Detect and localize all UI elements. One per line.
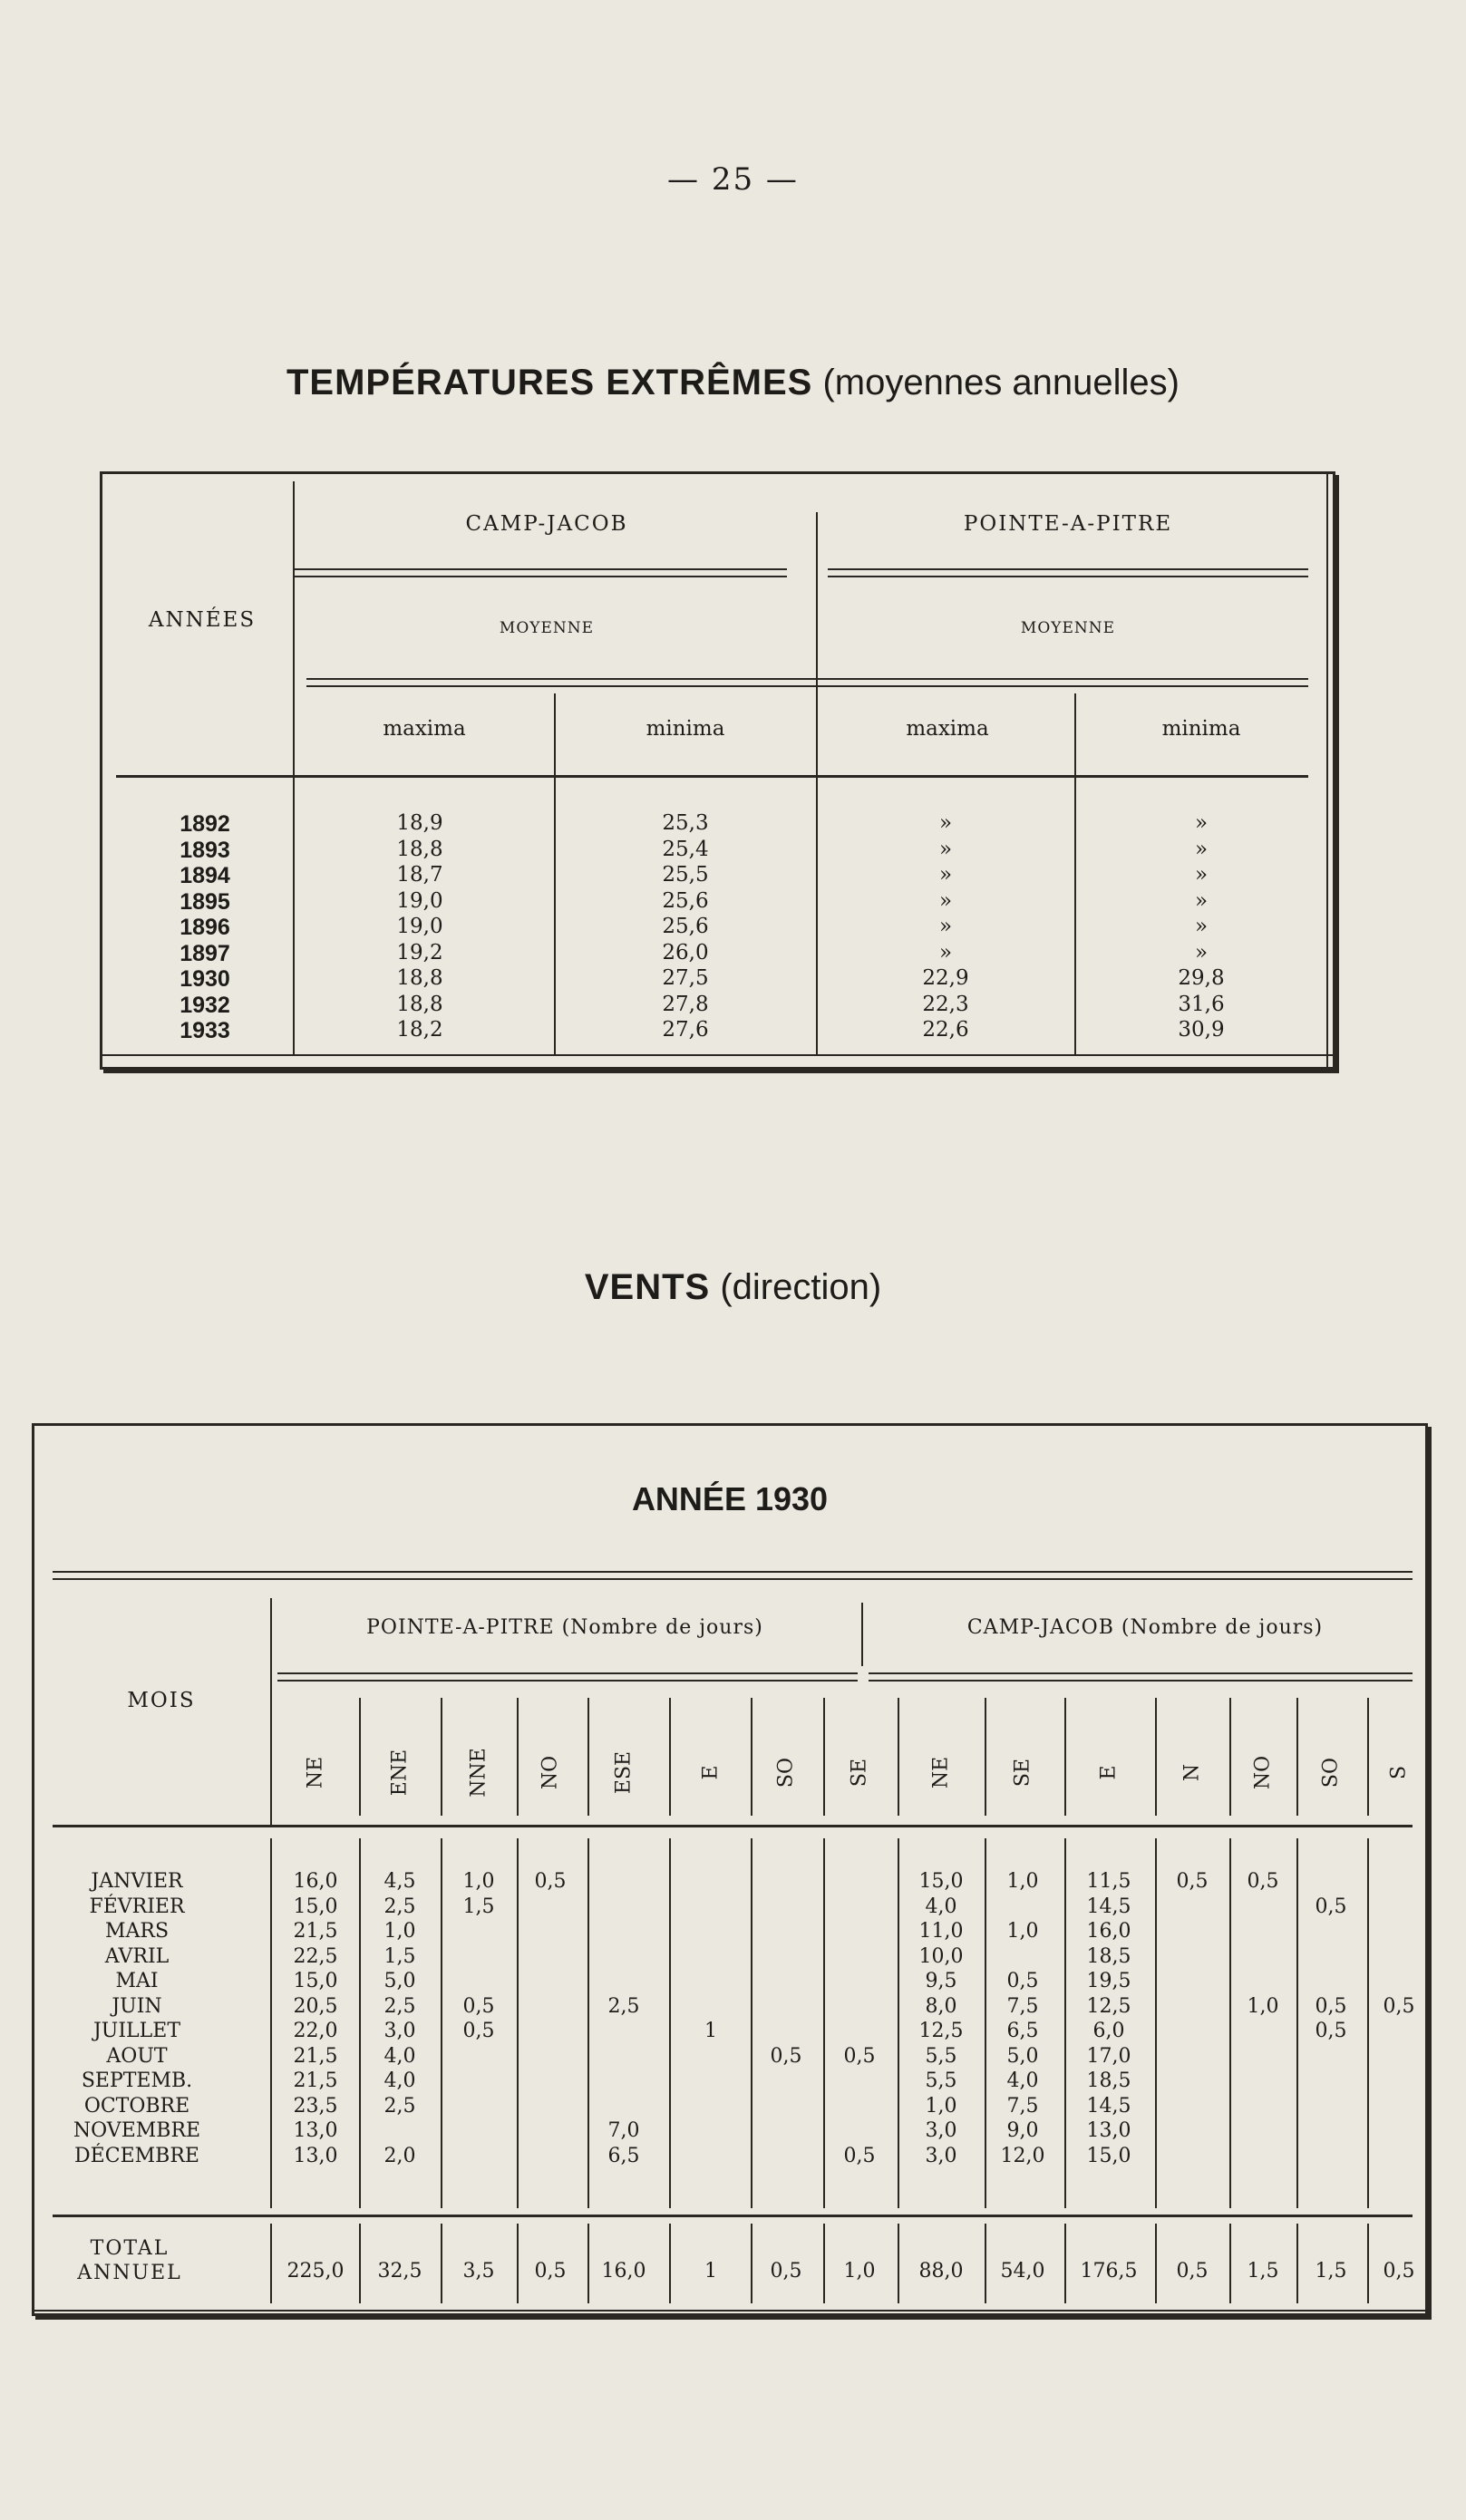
divider [587,1838,589,2208]
divider [517,1698,519,1816]
wind-value: 1,0 [1006,1870,1039,1893]
divider [293,481,295,794]
mois-label: MOIS [127,1689,196,1712]
total-value: 32,5 [377,2260,422,2283]
wind-value: 5,0 [1006,2044,1039,2068]
wind-value: 0,5 [1006,1970,1039,1992]
value-cell: » [1194,888,1209,913]
wind-value: 1,0 [925,2094,957,2118]
value-cell: 25,5 [662,863,709,887]
wind-value: 0,5 [1315,2020,1347,2042]
divider [554,693,556,1056]
value-cell: 26,0 [662,940,709,964]
divider [293,793,295,1056]
vents-title [0,1267,1466,1308]
year-cell: 1932 [180,992,230,1018]
total-value: 0,5 [534,2260,567,2283]
wind-value: 10,0 [918,1944,964,1968]
divider [306,678,1308,680]
value-cell: 25,3 [662,811,709,835]
wind-value: 7,5 [1006,2094,1039,2118]
value-cell: 29,8 [1178,966,1225,990]
moyenne-label: MOYENNE [499,619,595,637]
value-cell: 18,2 [396,1018,443,1042]
wind-value: 1,5 [462,1895,495,1918]
value-cell: 25,6 [662,888,709,913]
wind-value: 3,0 [383,2020,416,2042]
divider [1296,1838,1298,2208]
divider [669,1698,671,1816]
wind-value: 11,0 [918,1920,964,1943]
divider [1229,1838,1231,2208]
temperatures-title [0,363,1466,403]
wind-value: 0,5 [534,1870,567,1893]
wind-value: 12,0 [1000,2144,1045,2167]
divider [898,2224,899,2303]
wind-value: 12,5 [1086,1994,1131,2018]
divider [823,2224,825,2303]
divider [828,568,1308,570]
wind-value: 16,0 [1086,1920,1131,1943]
wind-value: 13,0 [293,2119,338,2142]
divider [517,1838,519,2208]
station-header-camp-jacob: CAMP-JACOB (Nombre de jours) [966,1616,1324,1639]
vents-title-rest: (direction) [710,1267,882,1307]
divider [861,1603,863,1666]
wind-value: 15,0 [918,1870,964,1893]
value-cell: 19,0 [396,888,443,913]
wind-value: 1,5 [383,1944,416,1968]
value-cell: 18,9 [396,811,443,835]
total-value: 1,0 [843,2260,876,2283]
year-title: ANNÉE 1930 [631,1480,829,1517]
divider [985,1838,986,2208]
total-value: 54,0 [1000,2260,1045,2283]
vents-title-caps: VENTS [584,1267,711,1307]
divider [53,2215,1413,2217]
wind-value: 6,0 [1092,2020,1125,2042]
value-cell: 19,2 [396,940,443,964]
value-cell: 22,3 [922,992,969,1016]
total-value: 1,5 [1247,2260,1279,2283]
total-value: 0,5 [1383,2260,1415,2283]
station-pointe-a-pitre: POINTE-A-PITRE [963,512,1173,536]
value-cell: » [938,863,953,887]
value-cell: » [938,837,953,861]
divider [985,1698,986,1816]
direction-header: E [699,1765,723,1780]
wind-value: 1,0 [383,1920,416,1943]
wind-value: 2,5 [383,1895,416,1918]
divider [869,1672,1413,1674]
direction-header: S [1387,1765,1411,1780]
value-cell: » [938,811,953,835]
wind-value: 23,5 [293,2094,338,2118]
wind-value: 12,5 [918,2020,964,2042]
wind-value: 1,0 [1006,1920,1039,1943]
value-cell: 18,7 [396,863,443,887]
month-label: FÉVRIER [89,1895,185,1918]
wind-value: 4,0 [383,2069,416,2092]
value-cell: 22,9 [922,966,969,990]
value-cell: » [938,915,953,938]
divider [823,1838,825,2208]
annees-label: ANNÉES [148,608,257,632]
wind-value: 9,5 [925,1970,957,1992]
page-number: — 25 — [667,161,799,198]
month-label: SEPTEMB. [81,2069,193,2092]
wind-value: 4,5 [383,1870,416,1893]
divider [1155,1838,1157,2208]
total-value: 3,5 [462,2260,495,2283]
direction-header: NO [539,1755,562,1790]
divider [828,576,1308,577]
divider [1367,1838,1369,2208]
year-cell: 1933 [180,1018,230,1043]
value-cell: 25,4 [662,837,709,861]
month-label: JUIN [112,1994,162,2018]
month-label: JANVIER [91,1870,183,1893]
divider [359,2224,361,2303]
wind-value: 0,5 [462,1994,495,2018]
wind-value: 21,5 [293,2044,338,2068]
wind-value: 11,5 [1086,1870,1131,1893]
direction-header: N [1180,1763,1204,1782]
month-label: MARS [104,1920,170,1943]
wind-value: 4,0 [925,1895,957,1918]
total-value: 88,0 [918,2260,964,2283]
year-cell: 1893 [180,837,230,863]
month-label: MAI [115,1970,159,1992]
value-cell: » [1194,940,1209,964]
wind-value: 3,0 [925,2119,957,2142]
divider [359,1838,361,2208]
divider [669,2224,671,2303]
divider [270,2224,272,2303]
wind-value: 2,5 [383,2094,416,2118]
divider [816,512,818,712]
divider [669,1838,671,2208]
direction-header: SO [1319,1757,1343,1788]
divider [270,1838,272,2208]
divider [751,1698,752,1816]
year-cell: 1896 [180,915,230,940]
divider [1155,2224,1157,2303]
direction-header: E [1097,1765,1121,1780]
sub-header-minima: minima [1161,717,1241,741]
wind-value: 22,0 [293,2020,338,2042]
divider [102,1054,1335,1056]
divider [751,1838,752,2208]
divider [53,1578,1413,1580]
wind-value: 13,0 [293,2144,338,2167]
total-value: 1 [704,2260,717,2283]
value-cell: » [1194,863,1209,887]
value-cell: 19,0 [396,915,443,938]
year-cell: 1930 [180,966,230,992]
wind-value: 4,0 [1006,2069,1039,2092]
vents-table [32,1423,1428,2316]
wind-value: 2,5 [383,1994,416,2018]
wind-value: 1,0 [462,1870,495,1893]
value-cell: 27,5 [662,966,709,990]
wind-value: 7,0 [607,2119,640,2142]
divider [1296,1698,1298,1816]
wind-value: 2,0 [383,2144,416,2167]
value-cell: » [1194,811,1209,835]
wind-value: 3,0 [925,2144,957,2167]
wind-value: 2,5 [607,1994,640,2018]
wind-value: 19,5 [1086,1970,1131,1992]
wind-value: 22,5 [293,1944,338,1968]
divider [1296,2224,1298,2303]
divider [441,2224,442,2303]
temperatures-title-caps: TEMPÉRATURES EXTRÊMES [286,363,813,402]
direction-header: NE [929,1756,953,1789]
month-label: AVRIL [104,1944,170,1968]
sub-header-maxima: maxima [383,717,466,741]
wind-value: 5,5 [925,2069,957,2092]
wind-value: 0,5 [1176,1870,1209,1893]
month-label: JUILLET [92,2020,180,2042]
wind-value: 9,0 [1006,2119,1039,2142]
value-cell: 22,6 [922,1018,969,1042]
value-cell: » [1194,837,1209,861]
divider [1074,693,1076,1056]
value-cell: 27,6 [662,1018,709,1042]
sub-header-minima: minima [646,717,725,741]
month-label: NOVEMBRE [73,2119,201,2142]
wind-value: 14,5 [1086,1895,1131,1918]
direction-header: NE [304,1756,327,1789]
total-value: 16,0 [601,2260,646,2283]
month-label: AOUT [106,2044,168,2068]
moyenne-label: MOYENNE [1020,619,1116,637]
wind-value: 6,5 [607,2144,640,2167]
wind-value: 1 [704,2020,717,2042]
year-cell: 1897 [180,940,230,966]
wind-value: 1,0 [1247,1994,1279,2018]
wind-value: 20,5 [293,1994,338,2018]
wind-value: 15,0 [293,1970,338,1992]
wind-value: 21,5 [293,1920,338,1943]
direction-header: SE [848,1758,871,1788]
divider [306,685,1308,687]
wind-value: 0,5 [843,2144,876,2167]
total-label: TOTAL [90,2237,170,2260]
value-cell: 30,9 [1178,1018,1225,1042]
divider [1064,1838,1066,2208]
year-cell: 1892 [180,811,230,837]
divider [985,2224,986,2303]
divider [816,693,818,1056]
value-cell: 25,6 [662,915,709,938]
wind-value: 13,0 [1086,2119,1131,2142]
value-cell: » [938,888,953,913]
wind-value: 0,5 [462,2020,495,2042]
wind-value: 0,5 [1315,1994,1347,2018]
wind-value: 0,5 [1315,1895,1347,1918]
direction-header: SO [774,1757,798,1788]
temperatures-title-rest: (moyennes annuelles) [812,363,1180,402]
divider [898,1698,899,1816]
total-value: 176,5 [1080,2260,1138,2283]
divider [53,1825,1413,1827]
total-value: 1,5 [1315,2260,1347,2283]
direction-header: ENE [388,1749,412,1797]
station-camp-jacob: CAMP-JACOB [465,512,628,536]
wind-value: 0,5 [1383,1994,1415,2018]
wind-value: 18,5 [1086,2069,1131,2092]
wind-value: 18,5 [1086,1944,1131,1968]
wind-value: 6,5 [1006,2020,1039,2042]
total-value: 0,5 [1176,2260,1209,2283]
direction-header: SE [1011,1758,1034,1788]
divider [277,1672,858,1674]
annuel-label: ANNUEL [77,2262,182,2284]
sub-header-maxima: maxima [906,717,989,741]
divider [751,2224,752,2303]
wind-value: 16,0 [293,1870,338,1893]
month-label: OCTOBRE [83,2094,190,2118]
divider [116,775,1308,778]
divider [1155,1698,1157,1816]
temperatures-table [100,471,1335,1070]
direction-header: ESE [612,1750,636,1795]
divider [277,1680,858,1682]
divider [823,1698,825,1816]
divider [34,2310,1431,2312]
wind-value: 8,0 [925,1994,957,2018]
year-cell: 1894 [180,863,230,888]
wind-value: 5,0 [383,1970,416,1992]
wind-value: 17,0 [1086,2044,1131,2068]
divider [587,2224,589,2303]
year-cell: 1895 [180,888,230,915]
wind-value: 21,5 [293,2069,338,2092]
divider [295,568,787,570]
value-cell: » [1194,915,1209,938]
wind-value: 14,5 [1086,2094,1131,2118]
wind-value: 15,0 [293,1895,338,1918]
value-cell: 31,6 [1178,992,1225,1016]
wind-value: 0,5 [843,2044,876,2068]
divider [441,1838,442,2208]
divider [1064,2224,1066,2303]
station-header-pointe-a-pitre: POINTE-A-PITRE (Nombre de jours) [366,1616,763,1639]
divider [295,576,787,577]
divider [1367,1698,1369,1816]
divider [1326,474,1328,1067]
divider [53,1571,1413,1573]
value-cell: 18,8 [396,992,443,1016]
total-value: 225,0 [286,2260,345,2283]
divider [1064,1698,1066,1816]
divider [1229,1698,1231,1816]
value-cell: » [938,940,953,964]
value-cell: 18,8 [396,837,443,861]
value-cell: 27,8 [662,992,709,1016]
divider [359,1698,361,1816]
wind-value: 15,0 [1086,2144,1131,2167]
direction-header: NNE [467,1748,490,1798]
wind-value: 0,5 [770,2044,802,2068]
divider [270,1698,272,1816]
value-cell: 18,8 [396,966,443,990]
wind-value: 0,5 [1247,1870,1279,1893]
wind-value: 5,5 [925,2044,957,2068]
month-label: DÉCEMBRE [74,2144,199,2167]
divider [898,1838,899,2208]
divider [441,1698,442,1816]
divider [587,1698,589,1816]
direction-header: NO [1251,1755,1275,1790]
divider [869,1680,1413,1682]
wind-value: 4,0 [383,2044,416,2068]
wind-value: 7,5 [1006,1994,1039,2018]
total-value: 0,5 [770,2260,802,2283]
